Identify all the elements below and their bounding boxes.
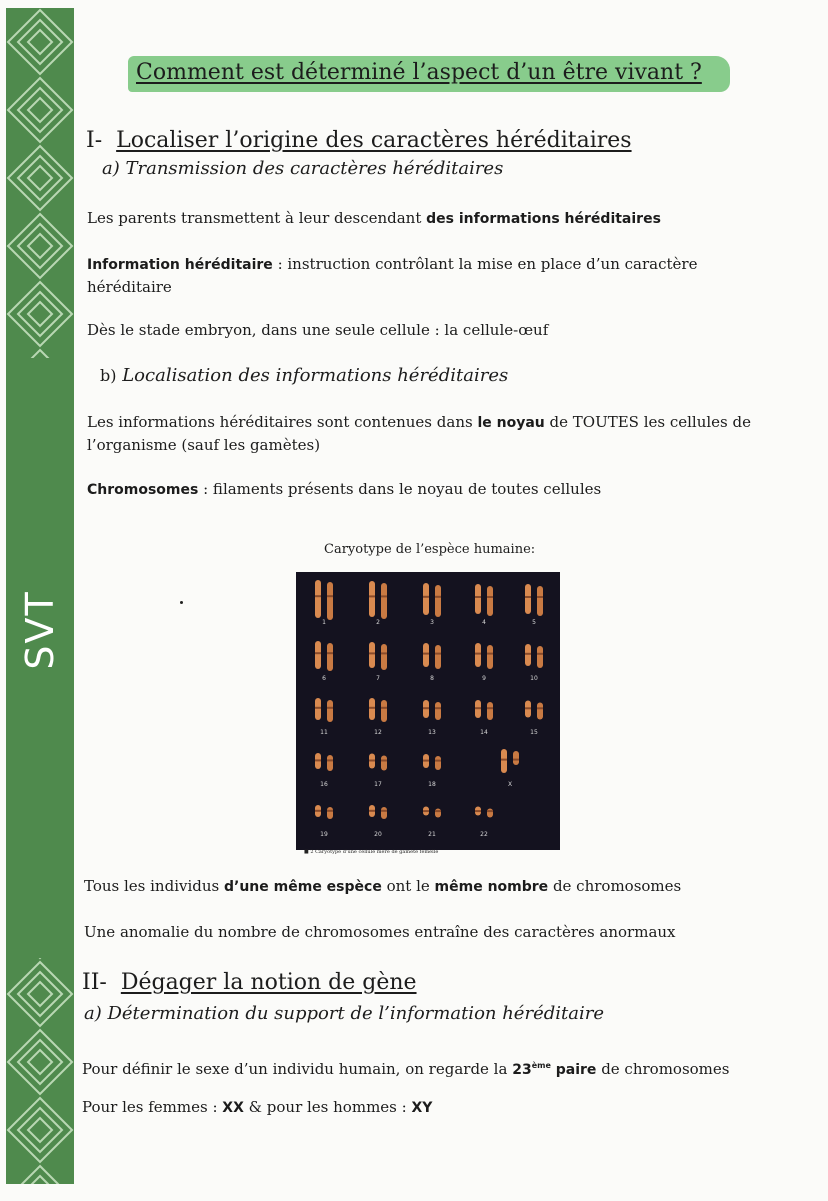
chromosome-label: 15 [530, 729, 538, 736]
chromosome-pair-17 [369, 754, 387, 789]
centromere [381, 652, 387, 654]
chromatid [369, 642, 375, 668]
paragraph-same-species: Tous les individus d’une même espèce ont le même nombre de chromosomes [84, 877, 682, 895]
centromere [315, 652, 321, 654]
centromere [369, 810, 375, 812]
centromere [475, 810, 481, 812]
chromatid [435, 645, 441, 669]
figure-title: Caryotype de l’espèce humaine: [324, 542, 536, 557]
chromosome-pair-18 [423, 754, 441, 788]
chromatid [315, 580, 321, 618]
subject-label: SVT [18, 590, 62, 670]
chromosome-pair-8 [423, 643, 441, 682]
section-2-heading: II- Dégager la notion de gène [82, 970, 417, 995]
centromere [369, 595, 375, 597]
centromere [315, 810, 321, 812]
chromosome-label: 1 [322, 619, 326, 626]
chromatid [381, 700, 387, 722]
centromere [487, 596, 493, 598]
chromosome-label: 2 [376, 619, 380, 626]
chromosome-pair-14 [475, 700, 493, 736]
chromatid [487, 809, 493, 818]
chromosome-label: 13 [428, 729, 436, 736]
chromatid [423, 583, 429, 615]
chromosome-pair-4 [475, 584, 493, 626]
page-title: Comment est déterminé l’aspect d’un être vivant ? [128, 56, 730, 92]
chromatid [487, 702, 493, 720]
centromere [513, 759, 519, 761]
chromatid [381, 756, 387, 771]
chromosome-label: 7 [376, 675, 380, 682]
chromatid [327, 807, 333, 819]
centromere [537, 653, 543, 655]
centromere [369, 707, 375, 709]
chromosome-label: 14 [480, 729, 488, 736]
chromatid [381, 583, 387, 619]
centromere [435, 810, 441, 812]
centromere [315, 595, 321, 597]
centromere [327, 707, 333, 709]
chromatid [537, 703, 543, 720]
subsection-1b: b) Localisation des informations héréditaires [100, 365, 509, 386]
centromere [501, 759, 507, 761]
chromosome-pair-6 [315, 641, 333, 682]
chromosome-label: 21 [428, 831, 436, 838]
chromosome-pair-9 [475, 643, 493, 682]
centromere [327, 759, 333, 761]
chromosome-label: 22 [480, 831, 488, 838]
centromere [475, 596, 481, 598]
centromere [537, 707, 543, 709]
chromosome-label: 11 [320, 729, 328, 736]
karyotype-image [296, 572, 560, 850]
chromatid [435, 756, 441, 770]
chromatid [475, 643, 481, 667]
centromere [435, 596, 441, 598]
chromatid [513, 751, 519, 765]
centromere [487, 707, 493, 709]
centromere [475, 653, 481, 655]
paragraph-anomaly: Une anomalie du nombre de chromosomes entraîne des caractères anormaux [84, 923, 676, 941]
centromere [537, 596, 543, 598]
chromosome-pair-21 [423, 807, 441, 839]
chromatid [369, 581, 375, 617]
chromosome-label: 17 [374, 781, 382, 788]
subsection-1a: a) Transmission des caractères héréditaires [102, 158, 504, 179]
chromosome-label: 18 [428, 781, 436, 788]
chromatid [435, 809, 441, 818]
paragraph-sex-pair: Pour définir le sexe d’un individu humain, on regarde la 23ème paire de chromosomes [82, 1060, 730, 1078]
chromosome-pair-19 [315, 805, 333, 838]
centromere [315, 707, 321, 709]
chromosome-label: 20 [374, 831, 382, 838]
chromatid [475, 584, 481, 614]
centromere [435, 653, 441, 655]
paragraph-chromosomes: Chromosomes : filaments présents dans le noyau de toutes cellules [87, 480, 602, 498]
chromatid [525, 644, 531, 666]
centromere [327, 652, 333, 654]
chromosome-label: 5 [532, 619, 536, 626]
chromosome-pair-13 [423, 700, 441, 736]
paragraph-embryo: Dès le stade embryon, dans une seule cellule : la cellule-œuf [87, 321, 549, 339]
chromatid [423, 643, 429, 667]
chromosome-label: 10 [530, 675, 538, 682]
chromatid [487, 645, 493, 669]
chromatid [327, 755, 333, 771]
chromosome-pair-1 [315, 580, 333, 626]
chromosome-pair-12 [369, 698, 387, 736]
centromere [381, 810, 387, 812]
chromosome-pair-10 [525, 644, 543, 682]
chromatid [327, 643, 333, 671]
chromosome-label: X [507, 781, 513, 788]
chromosome-label: 19 [320, 831, 328, 838]
chromosome-pair-15 [525, 701, 543, 737]
chromosome-label: 9 [482, 675, 486, 682]
paragraph-parents: Les parents transmettent à leur descendant des informations héréditaires [87, 209, 661, 227]
subsection-2a: a) Détermination du support de l’information héréditaire [84, 1003, 604, 1024]
chromatid [525, 584, 531, 614]
centromere [487, 653, 493, 655]
chromosome-label: 3 [430, 619, 434, 626]
centromere [327, 810, 333, 812]
chromatid [369, 698, 375, 720]
centromere [435, 707, 441, 709]
chromatid [537, 586, 543, 616]
paragraph-nucleus: Les informations héréditaires sont contenues dans le noyau de TOUTES les cellules de l’organisme (sauf les gamètes) [87, 413, 751, 454]
centromere [423, 707, 429, 709]
stray-dot [180, 601, 183, 604]
section-1-heading: I- Localiser l’origine des caractères héréditaires [86, 128, 632, 153]
centromere [327, 595, 333, 597]
chromosome-pair-22 [475, 807, 493, 839]
centromere [369, 652, 375, 654]
centromere [369, 760, 375, 762]
centromere [525, 653, 531, 655]
chromatid [435, 702, 441, 720]
centromere [525, 596, 531, 598]
chromosome-pair-3 [423, 583, 441, 626]
centromere [525, 707, 531, 709]
chromosome-pair-11 [315, 698, 333, 736]
chromosome-label: 12 [374, 729, 382, 736]
centromere [487, 810, 493, 812]
chromosome-pair-16 [315, 753, 333, 788]
chromosome-pair-X [501, 749, 519, 788]
chromatid [487, 586, 493, 616]
paragraph-xx-xy: Pour les femmes : XX & pour les hommes : XY [82, 1098, 433, 1116]
chromatid [435, 585, 441, 617]
centromere [435, 760, 441, 762]
chromatid [315, 641, 321, 669]
figure-caption: ■ 2 Caryotype d’une cellule mère de gamète femelle [304, 849, 439, 855]
centromere [381, 707, 387, 709]
chromosome-label: 16 [320, 781, 328, 788]
centromere [475, 707, 481, 709]
paragraph-definition-information: Information héréditaire : instruction contrôlant la mise en place d’un caractère héréditaire [87, 255, 698, 296]
chromatid [381, 644, 387, 670]
chromosome-label: 4 [482, 619, 486, 626]
centromere [315, 759, 321, 761]
centromere [423, 596, 429, 598]
chromatid [501, 749, 507, 773]
centromere [423, 810, 429, 812]
chromatid [327, 582, 333, 620]
chromosome-label: 8 [430, 675, 434, 682]
centromere [381, 760, 387, 762]
chromatid [381, 807, 387, 819]
centromere [423, 760, 429, 762]
centromere [423, 653, 429, 655]
chromatid [327, 700, 333, 722]
chromatid [315, 698, 321, 720]
centromere [381, 595, 387, 597]
chromosome-pair-20 [369, 805, 387, 838]
chromosome-pair-5 [525, 584, 543, 626]
chromosome-label: 6 [322, 675, 326, 682]
chromatid [537, 646, 543, 668]
chromosome-pair-7 [369, 642, 387, 682]
chromosome-pair-2 [369, 581, 387, 626]
